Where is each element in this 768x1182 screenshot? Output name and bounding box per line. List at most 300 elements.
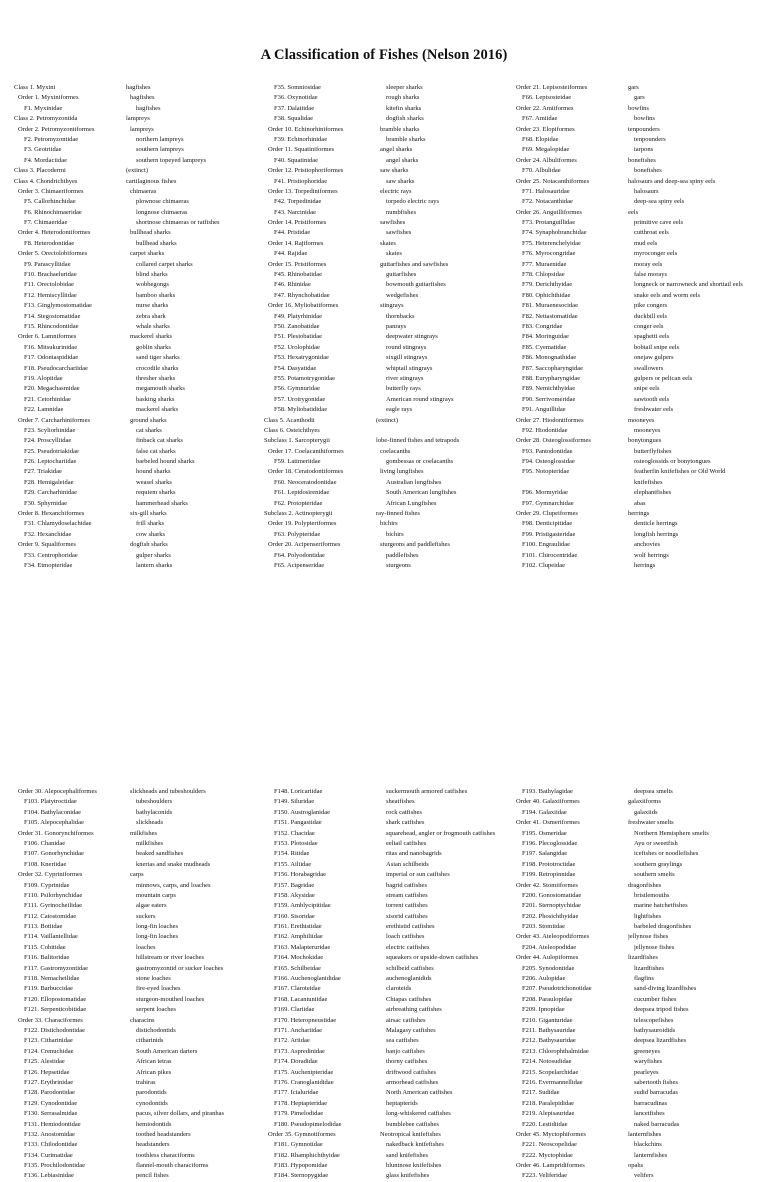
common-name: halosaurs xyxy=(634,187,659,195)
taxon-name: F46. Rhinidae xyxy=(274,281,311,289)
common-name: bumblebee catfishes xyxy=(386,1120,439,1128)
table-row xyxy=(264,922,508,932)
taxon-name: Order 29. Clupeiformes xyxy=(516,510,578,518)
taxon-name: F34. Etmopteridae xyxy=(24,561,73,569)
table-row xyxy=(512,922,756,932)
taxon-name: F27. Triakidae xyxy=(24,468,62,476)
taxon-name: F133. Chilodontidae xyxy=(24,1141,78,1149)
table-row xyxy=(14,156,258,166)
table-row xyxy=(264,540,508,550)
table-row xyxy=(512,1078,756,1088)
common-name: lampreys xyxy=(130,125,154,133)
taxon-name xyxy=(512,478,634,488)
taxon-name: F198. Prototroctidae xyxy=(522,860,576,868)
table-row xyxy=(512,530,756,540)
taxon-name: F182. Rhamphichthyidae xyxy=(274,1151,340,1159)
common-name: nurse sharks xyxy=(136,302,169,310)
common-name: loaches xyxy=(136,943,156,951)
table-row xyxy=(512,1151,756,1161)
taxon-name: F104. Bathylaconidae xyxy=(24,808,82,816)
table-row xyxy=(14,270,258,280)
taxon-name: F33. Centrophoridae xyxy=(24,551,78,559)
common-name: hagfishes xyxy=(130,94,155,102)
table-row xyxy=(512,364,756,374)
common-name: sheatfishes xyxy=(386,798,415,806)
table-row xyxy=(14,1140,258,1150)
common-name: claroteids xyxy=(386,985,412,993)
table-row xyxy=(512,301,756,311)
common-name: plownose chimaeras xyxy=(136,198,189,206)
common-name: flannel-mouth characiforms xyxy=(136,1162,209,1170)
common-name: wobbegongs xyxy=(136,281,169,289)
common-name: saw sharks xyxy=(380,167,409,175)
common-name: rock catfishes xyxy=(386,808,422,816)
table-row xyxy=(512,964,756,974)
table-row xyxy=(14,964,258,974)
taxon-name: Order 43. Ateleopodiformes xyxy=(516,933,590,941)
taxon-name: Order 12. Pristiophoriformes xyxy=(268,167,344,175)
table-row xyxy=(512,1130,756,1140)
table-row xyxy=(14,228,258,238)
table-row xyxy=(512,384,756,394)
common-name: gulper sharks xyxy=(136,551,171,559)
common-name: gars xyxy=(634,94,645,102)
taxon-name: F40. Squatinidae xyxy=(274,156,319,164)
table-row xyxy=(264,104,508,114)
taxon-name: F64. Polyodontidae xyxy=(274,551,325,559)
table-row xyxy=(264,509,508,519)
common-name: milkfishes xyxy=(136,839,164,847)
taxon-name: F30. Sphyrnidae xyxy=(24,499,67,507)
common-name: crocodile sharks xyxy=(136,364,179,372)
common-name: bonytongues xyxy=(628,437,662,445)
common-name: eels xyxy=(628,208,639,216)
table-row xyxy=(264,395,508,405)
table-row xyxy=(264,808,508,818)
taxon-name: F85. Cyematidae xyxy=(522,343,567,351)
taxon-name: Order 11. Squatiniformes xyxy=(268,146,335,154)
taxon-name: F193. Bathylagidae xyxy=(522,788,573,795)
common-name: primitive cave eels xyxy=(634,219,684,227)
taxon-name: F101. Chirocentridae xyxy=(522,551,578,559)
table-row xyxy=(264,818,508,828)
table-row xyxy=(14,1068,258,1078)
table-row xyxy=(512,228,756,238)
taxon-name: F120. Ellopostomatidae xyxy=(24,995,87,1003)
common-name: coelacanths xyxy=(380,447,411,455)
taxon-name: Order 18. Ceratodontiformes xyxy=(268,468,344,476)
common-name: mooneyes xyxy=(628,416,655,424)
table-row xyxy=(512,93,756,103)
common-name: Chiapas catfishes xyxy=(386,995,432,1003)
table-row xyxy=(264,156,508,166)
common-name: longfish herrings xyxy=(634,530,679,538)
common-name: parodontids xyxy=(136,1089,167,1097)
taxon-name: F199. Retropinnidae xyxy=(522,871,576,879)
table-row xyxy=(512,561,756,571)
taxon-name: Subclass 2. Actinopterygii xyxy=(264,510,333,518)
taxon-name: Order 14. Pristiformes xyxy=(268,219,327,227)
table-row xyxy=(264,530,508,540)
common-name: electric catfishes xyxy=(386,943,430,951)
common-name: butterflyfishes xyxy=(634,447,672,455)
table-row xyxy=(264,1120,508,1130)
common-name: shortnose chimaeras or ratfishes xyxy=(136,219,220,227)
common-name: bowmouth guitarfishes xyxy=(386,281,446,289)
table-row xyxy=(512,416,756,426)
common-name: dragonfishes xyxy=(628,881,662,889)
taxon-name: F69. Megalopidae xyxy=(522,146,570,154)
common-name: elephantfishes xyxy=(634,489,672,497)
taxon-name: F115. Cobitidae xyxy=(24,943,66,951)
table-row xyxy=(512,540,756,550)
common-name: pike congers xyxy=(634,302,668,310)
taxon-name: F28. Hemigaleidae xyxy=(24,478,74,486)
common-name: mooneyes xyxy=(634,426,661,434)
common-name: galaxiiforms xyxy=(628,798,661,806)
table-row xyxy=(264,145,508,155)
taxon-name: F42. Torpedinidae xyxy=(274,198,322,206)
taxon-name: F134. Curimatidae xyxy=(24,1151,73,1159)
taxon-name: F89. Nemichthyidae xyxy=(522,385,576,393)
table-row xyxy=(264,1005,508,1015)
common-name: serpent loaches xyxy=(136,1006,176,1014)
common-name: waryfishes xyxy=(634,1058,663,1066)
table-row xyxy=(512,291,756,301)
taxon-name: F114. Vaillantellidae xyxy=(24,933,78,941)
common-name: hillstream or river loaches xyxy=(136,954,205,962)
taxon-name: F82. Nettastomatidae xyxy=(522,312,578,320)
table-row xyxy=(14,312,258,322)
taxon-name: F211. Bathysauridae xyxy=(522,1026,576,1034)
taxon-name: F35. Somniosidae xyxy=(274,84,321,91)
table-row xyxy=(512,166,756,176)
common-name: distichodontids xyxy=(136,1026,176,1034)
taxon-name: Class 5. Acanthodii xyxy=(264,416,315,424)
common-name: blind sharks xyxy=(136,271,168,279)
taxon-name: F162. Amphiliidae xyxy=(274,933,323,941)
common-name: wedgefishes xyxy=(386,291,419,299)
common-name: kitefin sharks xyxy=(386,104,422,112)
table-row xyxy=(512,808,756,818)
table-row xyxy=(264,839,508,849)
taxon-name: Order 22. Amiiformes xyxy=(516,104,574,112)
table-row xyxy=(512,322,756,332)
taxon-name: Order 10. Echinorhiniformes xyxy=(268,125,344,133)
common-name: shark catfishes xyxy=(386,819,425,827)
common-name: bramble sharks xyxy=(380,125,420,133)
common-name: numbfishes xyxy=(386,208,416,216)
taxon-name: F96. Mormyridae xyxy=(522,489,568,497)
common-name: angel sharks xyxy=(386,156,419,164)
table-row xyxy=(264,364,508,374)
table-row xyxy=(512,984,756,994)
common-name: sand knifefishes xyxy=(386,1151,429,1159)
taxon-name: F91. Anguillidae xyxy=(522,406,566,414)
common-name: airsac catfishes xyxy=(386,1016,426,1024)
table-row xyxy=(512,1120,756,1130)
taxon-name: F152. Chacidae xyxy=(274,829,315,837)
table-row xyxy=(14,1171,258,1181)
common-name: osteoglossids or bonytongues xyxy=(634,458,711,466)
taxon-name: F223. Veliferidae xyxy=(522,1172,568,1180)
table-row xyxy=(512,239,756,249)
table-row xyxy=(264,208,508,218)
taxon-name: F129. Cynodontidae xyxy=(24,1099,78,1107)
common-name: false cat sharks xyxy=(136,447,176,455)
taxon-name: F98. Denticipitidae xyxy=(522,520,573,528)
common-name: gombessas or coelacanths xyxy=(386,458,454,466)
table-row xyxy=(14,239,258,249)
table-row xyxy=(14,1109,258,1119)
common-name: featherfin knifefishes or Old World xyxy=(634,468,726,476)
table-row xyxy=(512,1068,756,1078)
common-name: carpet sharks xyxy=(130,250,165,258)
common-name: pearleyes xyxy=(634,1068,659,1076)
table-row xyxy=(264,384,508,394)
table-row xyxy=(14,922,258,932)
taxon-name: Order 46. Lampridiformes xyxy=(516,1162,585,1170)
common-name: megamouth sharks xyxy=(136,385,185,393)
taxon-name: F195. Osmeridae xyxy=(522,829,567,837)
common-name: bichirs xyxy=(380,520,398,528)
taxon-name: F72. Notacanthidae xyxy=(522,198,573,206)
common-name: mackerel sharks xyxy=(136,406,179,414)
common-name: zebra shark xyxy=(136,312,166,320)
table-row xyxy=(512,797,756,807)
table-row xyxy=(14,187,258,197)
table-row xyxy=(14,995,258,1005)
table-row xyxy=(14,374,258,384)
table-row xyxy=(512,447,756,457)
common-name: anchovies xyxy=(634,541,660,549)
taxon-name: F12. Hemiscylliidae xyxy=(24,291,77,299)
common-name: jellynose fishes xyxy=(628,933,669,941)
table-row xyxy=(14,932,258,942)
table-row xyxy=(14,135,258,145)
taxon-name: F83. Congridae xyxy=(522,322,563,330)
table-row xyxy=(512,218,756,228)
table-row xyxy=(14,870,258,880)
common-name: bamboo sharks xyxy=(136,291,176,299)
common-name: freshwater smelts xyxy=(628,819,674,827)
taxon-name: F165. Schilbeidae xyxy=(274,964,321,972)
table-row xyxy=(512,405,756,415)
common-name: imperial or sun catfishes xyxy=(386,871,450,879)
taxon-name: F221. Neoscopelidae xyxy=(522,1141,577,1149)
taxon-name: F86. Monognathidae xyxy=(522,354,577,362)
common-name: cynodontids xyxy=(136,1099,168,1107)
common-name: southern topeyed lampreys xyxy=(136,156,207,164)
table-row xyxy=(14,249,258,259)
common-name: marine hatchetfishes xyxy=(634,902,688,910)
table-row xyxy=(14,478,258,488)
taxon-name: F200. Gonostomatidae xyxy=(522,891,582,899)
taxon-name: F206. Aulopidae xyxy=(522,975,566,983)
table-column xyxy=(512,787,756,1182)
taxon-name: F156. Horabagridae xyxy=(274,871,326,879)
taxon-name: F2. Petromyzontidae xyxy=(24,135,79,143)
common-name: hagfishes xyxy=(126,84,151,91)
taxon-name: F90. Serrivomeridae xyxy=(522,395,576,403)
taxon-name: F158. Akysidae xyxy=(274,891,315,899)
table-row xyxy=(14,416,258,426)
common-name: barbeled dragonfishes xyxy=(634,923,692,931)
common-name: moray eels xyxy=(634,260,663,268)
common-name: dogfish sharks xyxy=(130,541,168,549)
taxon-name: F37. Dalatiidae xyxy=(274,104,315,112)
common-name: bobtail snipe eels xyxy=(634,343,680,351)
common-name: finback cat sharks xyxy=(136,437,183,445)
taxon-name: Order 41. Osmeriformes xyxy=(516,819,580,827)
common-name: river stingrays xyxy=(386,374,424,382)
taxon-name: F153. Plotosidae xyxy=(274,839,318,847)
table-row xyxy=(14,1047,258,1057)
table-row xyxy=(264,829,508,839)
common-name: bagrid catfishes xyxy=(386,881,427,889)
table-column xyxy=(14,83,258,571)
taxon-name: F183. Hypopomidae xyxy=(274,1162,328,1170)
common-name: bathysauroidids xyxy=(634,1026,676,1034)
table-row xyxy=(264,426,508,436)
common-name: long-whiskered catfishes xyxy=(386,1110,451,1118)
table-row xyxy=(264,280,508,290)
common-name: mackerel sharks xyxy=(130,333,173,341)
taxon-name: F160. Sisoridae xyxy=(274,912,315,920)
table-row xyxy=(512,839,756,849)
table-row xyxy=(14,322,258,332)
common-name: telescopefishes xyxy=(634,1016,674,1024)
taxon-name: Class 2. Petromyzontida xyxy=(14,115,78,123)
common-name: African tetras xyxy=(136,1058,172,1066)
common-name: sawfishes xyxy=(386,229,412,237)
common-name: bluntnose knifefishes xyxy=(386,1162,442,1170)
table-row xyxy=(512,860,756,870)
table-row xyxy=(264,312,508,322)
taxon-name: F174. Doradidae xyxy=(274,1058,318,1066)
common-name: galaxiids xyxy=(634,808,658,816)
table-row xyxy=(512,114,756,124)
common-name: bramble sharks xyxy=(386,135,426,143)
table-row xyxy=(14,509,258,519)
taxon-name: F196. Plecoglossidae xyxy=(522,839,578,847)
page-title: A Classification of Fishes (Nelson 2016) xyxy=(260,47,508,63)
table-row xyxy=(14,177,258,187)
taxon-name: F181. Gymnotidae xyxy=(274,1141,323,1149)
taxon-name: F203. Stomiidae xyxy=(522,923,565,931)
taxon-name: F171. Anchariidae xyxy=(274,1026,323,1034)
table-row xyxy=(264,1161,508,1171)
common-name: suckers xyxy=(136,912,156,920)
table-row xyxy=(264,891,508,901)
common-name: sand tiger sharks xyxy=(136,354,180,362)
common-name: cutthroat eels xyxy=(634,229,669,237)
taxon-name: F202. Phosichthyidae xyxy=(522,912,579,920)
table-row xyxy=(512,1047,756,1057)
common-name: conger eels xyxy=(634,322,664,330)
common-name: (extinct) xyxy=(126,167,149,175)
common-name: whiptail stingrays xyxy=(386,364,433,372)
table-row xyxy=(264,1047,508,1057)
table-row xyxy=(264,187,508,197)
common-name: trahiras xyxy=(136,1078,156,1086)
common-name: six-gill sharks xyxy=(130,510,167,518)
common-name: snake eels and worm eels xyxy=(634,291,701,299)
table-row xyxy=(14,104,258,114)
common-name: deepwater stingrays xyxy=(386,333,438,341)
taxon-name: F7. Chimaeridae xyxy=(24,219,68,227)
taxon-name: F207. Pseudotrichonotidae xyxy=(522,985,592,993)
table-row xyxy=(14,1088,258,1098)
taxon-name: F102. Clupeidae xyxy=(522,561,565,569)
table-row xyxy=(14,953,258,963)
common-name: dogfish sharks xyxy=(386,115,424,123)
taxon-name: Class 1. Myxini xyxy=(14,84,56,91)
common-name: longneck or narrowneck and shorttail eels xyxy=(634,281,743,289)
table-row xyxy=(264,1078,508,1088)
common-name: barracudinas xyxy=(634,1099,668,1107)
table-row xyxy=(264,301,508,311)
table-row xyxy=(512,249,756,259)
table-row xyxy=(512,551,756,561)
taxon-name: F56. Gymnuridae xyxy=(274,385,320,393)
taxon-name: F10. Brachaeluridae xyxy=(24,271,77,279)
table-row xyxy=(512,156,756,166)
table-column xyxy=(512,83,756,571)
common-name: beaked sandfishes xyxy=(136,850,184,858)
table-row xyxy=(14,436,258,446)
taxon-name: Order 42. Stomiiformes xyxy=(516,881,578,889)
table-row xyxy=(512,353,756,363)
table-row xyxy=(14,447,258,457)
table-row xyxy=(264,519,508,529)
taxon-name: F76. Myrocongridae xyxy=(522,250,576,258)
common-name: bullhead sharks xyxy=(130,229,171,237)
table-row xyxy=(512,104,756,114)
taxon-name: F109. Cyprinidae xyxy=(24,881,70,889)
table-row xyxy=(14,1057,258,1067)
table-row xyxy=(14,860,258,870)
common-name: Australian lungfishes xyxy=(386,478,442,486)
taxon-name: Class 6. Osteichthyes xyxy=(264,426,320,434)
common-name: bowfins xyxy=(634,115,655,123)
taxon-name: F201. Sternoptychidae xyxy=(522,902,581,910)
table-row xyxy=(14,384,258,394)
table-row xyxy=(14,405,258,415)
table-row xyxy=(14,1005,258,1015)
taxon-name: F16. Mitsukurinidae xyxy=(24,343,78,351)
taxon-name: Order 9. Squaliformes xyxy=(18,541,76,549)
common-name: opahs xyxy=(628,1162,644,1170)
common-name: swallowers xyxy=(634,364,664,372)
taxon-name: F208. Paraulopidae xyxy=(522,995,573,1003)
common-name: stone loaches xyxy=(136,975,171,983)
common-name: pacus, silver dollars, and piranhas xyxy=(136,1110,225,1118)
table-row xyxy=(512,870,756,880)
table-column xyxy=(264,83,508,571)
taxon-name: F13. Ginglymostomatidae xyxy=(24,302,92,310)
common-name: lizardfishes xyxy=(628,954,658,962)
taxon-name: F29. Carcharhinidae xyxy=(24,489,78,497)
taxon-name: F63. Polypteridae xyxy=(274,530,321,538)
taxon-name: F94. Osteoglossidae xyxy=(522,458,575,466)
common-name: glass knifefishes xyxy=(386,1172,430,1180)
table-row xyxy=(512,125,756,135)
taxon-name: F79. Derichthyidae xyxy=(522,281,573,289)
taxon-name: F22. Lamnidae xyxy=(24,406,64,414)
table-row xyxy=(512,901,756,911)
table-row xyxy=(512,499,756,509)
